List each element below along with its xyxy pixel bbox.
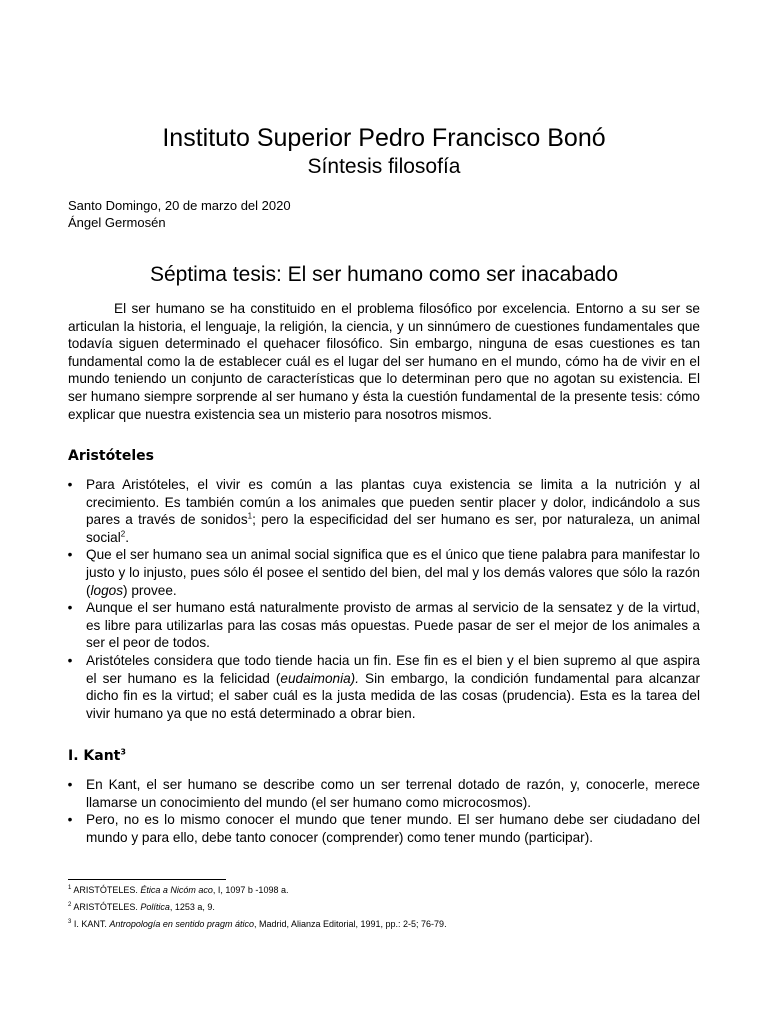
- section-heading-aristoteles: Aristóteles: [68, 448, 154, 464]
- list-item: • Aunque el ser humano está naturalmente provisto de armas al servicio de la sensatez y de la virtud, es libre para utilizarlas para las cosas más opuestas. Puede pasar de ser el mejor de los animales a ser el peor de todos.: [68, 599, 700, 652]
- section-heading-kant: I. Kant$^3$: [68, 747, 126, 764]
- bullet-icon: •: [67, 812, 73, 828]
- footnotes: [68, 882, 708, 933]
- footnote: $^3$ I. KANT. Antropología en sentido pragm ático, Madrid, Alianza Editorial, 1991, pp.: 2-5; 76-79.: [68, 919, 447, 929]
- document-title: Instituto Superior Pedro Francisco Bonó: [162, 124, 606, 152]
- bullet-icon: •: [67, 652, 73, 668]
- bullet-icon: •: [67, 477, 73, 492]
- bullet-icon: •: [67, 547, 73, 563]
- footnote-ref: 3: [120, 747, 126, 757]
- footnote-ref: 2: [120, 529, 126, 539]
- intro-paragraph: El ser humano se ha constituido en el problema filosófico por excelencia. Entorno a su ser se articulan la historia, el lenguaje, la religión, la ciencia, y un sinnúmero de cuestiones fundamentales que todavía siguen determinado el quehacer filosófico. Sin embargo, ninguna de esas cuestiones es tan fundamental como la de establecer cuál es el lugar del ser humano en el mundo, cómo ha de vivir en el mundo teniendo un conjunto de características que lo determinan pero que no agotan su existencia. El ser humano siempre sorprende al ser humano y ésta la cuestión fundamental de la presente tesis: cómo explicar que nuestra existencia sea un misterio para nosotros mismos.: [68, 301, 700, 422]
- bullet-icon: •: [67, 777, 73, 792]
- thesis-title: Séptima tesis: El ser humano como ser inacabado: [149, 263, 619, 286]
- footnote: $^1$ ARISTÓTELES. Ética a Nicóm aco, I, 1097 b -1098 a.: [68, 885, 289, 895]
- bullet-icon: •: [67, 600, 73, 616]
- list-item: • Para Aristóteles, el vivir es común a las plantas cuya existencia se limita a la nutrición y al crecimiento. Es también común a los animales que pueden sentir placer y dolor, indicándolo a sus pares a través de sonidos$^1$; pero la especificidad del ser humano es ser, por naturaleza, un animal social$^2$.: [68, 476, 700, 546]
- kant-list: [68, 776, 700, 846]
- footnote-separator: [68, 879, 226, 880]
- list-item: • Pero, no es lo mismo conocer el mundo que tener mundo. El ser humano debe ser ciudadano del mundo y para ello, debe tanto conocer (comprender) como tener mundo (participar).: [68, 811, 700, 846]
- list-item: • Aristóteles considera que todo tiende hacia un fin. Ese fin es el bien y el bien supremo al que aspira el ser humano es la felicidad (eudaimonia). Sin embargo, la condición fundamental para alcanzar dicho fin es la virtud; el saber cuál es la justa medida de las cosas (prudencia). Esta es la tarea del vivir humano ya que no está determinado a obrar bien.: [68, 652, 700, 722]
- document-subtitle: Síntesis filosofía: [307, 155, 461, 178]
- list-item: • En Kant, el ser humano se describe como un ser terrenal dotado de razón, y, conocerle, merece llamarse un conocimiento del mundo (el ser humano como microcosmos).: [68, 776, 700, 811]
- author-name: Ángel Germosén: [68, 215, 166, 230]
- footnote: $^2$ ARISTÓTELES. Política, 1253 a, 9.: [68, 902, 215, 912]
- place-date: Santo Domingo, 20 de marzo del 2020: [68, 198, 291, 213]
- document-meta: [68, 197, 291, 231]
- list-item: • Que el ser humano sea un animal social significa que es el único que tiene palabra para manifestar lo justo y lo injusto, pues sólo él posee el sentido del bien, del mal y los demás valores que sólo la razón (logos) provee.: [68, 546, 700, 599]
- aristoteles-list: [68, 476, 700, 722]
- footnote-ref: 1: [247, 511, 253, 521]
